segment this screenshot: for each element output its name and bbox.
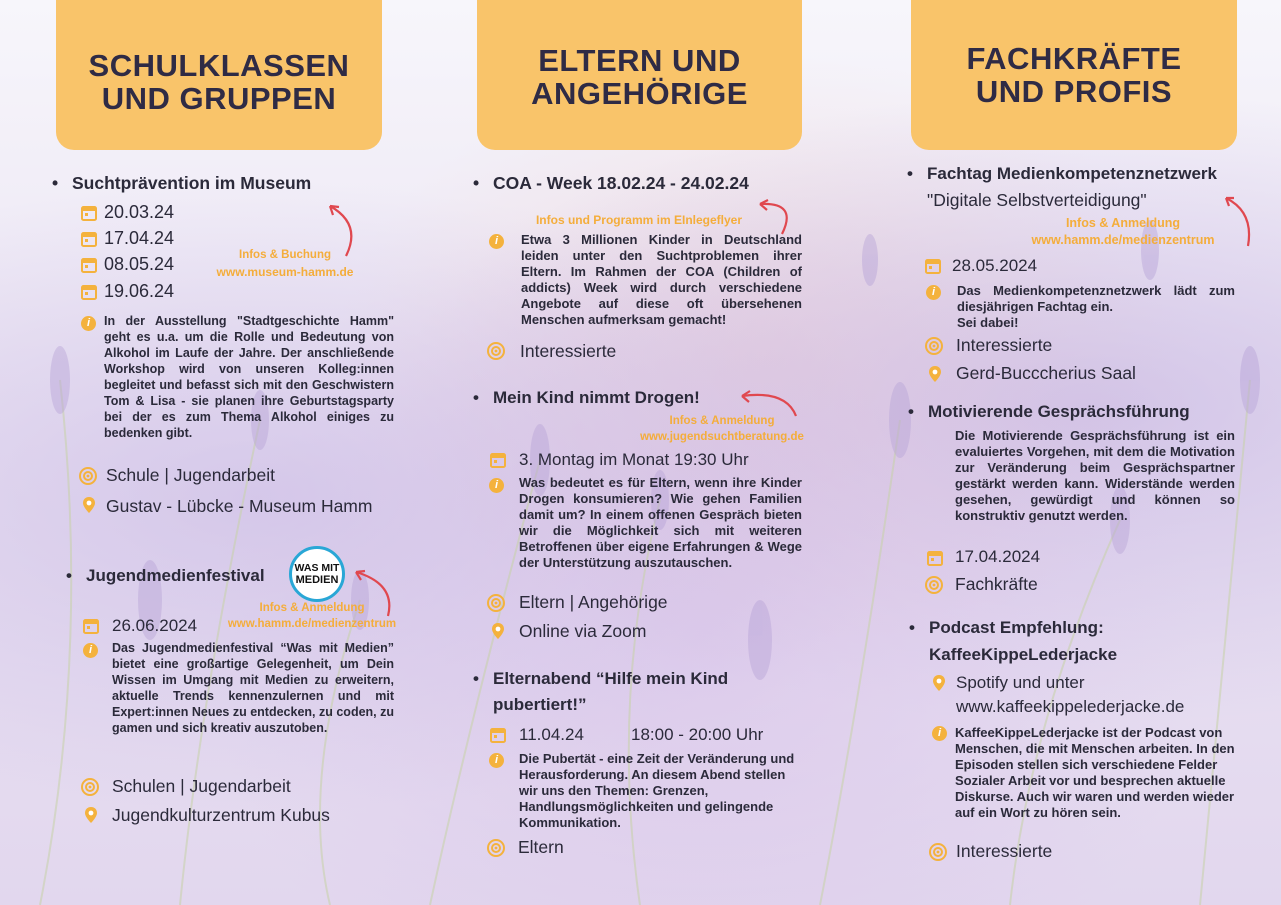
logo-line: MEDIEN	[295, 574, 339, 586]
target-icon	[486, 838, 506, 858]
header-eltern	[477, 0, 802, 150]
target-icon	[924, 336, 944, 356]
link-url[interactable]: www.hamm.de/medienzentrum	[1031, 233, 1215, 247]
arrow-icon	[754, 196, 796, 236]
arrow-icon	[322, 198, 362, 260]
location-pin-icon	[930, 674, 948, 692]
event-title	[493, 666, 728, 718]
header-line: ELTERN UND	[538, 43, 741, 78]
date: 17.04.2024	[955, 547, 1041, 566]
info-icon: i	[932, 726, 947, 741]
calendar-icon	[80, 256, 98, 274]
event-description: In der Ausstellung "Stadtgeschichte Hamm" geht es u.a. um die Rolle und Bedeutung von Alkohol im Laufe der Jahre. Der anschließende Workshop wird von unseren Kolleg:innen begleitet und befasst sich mit den Geschwistern Tom & Lisa - sie planen ihre Geburtstagsparty bei der es zum Thema Alkohol einiges zu bedenken gibt.	[104, 314, 394, 440]
info-icon: i	[489, 753, 504, 768]
event-description: Was bedeutet es für Eltern, wenn ihre Kinder Drogen konsumieren? Wie gehen Familien damit um? In einem offenen Gespräch bieten wir die Möglichkeit sich mit weiteren Betroffenen über eigene Erfahrungen & Wege der Unterstützung auszutauschen.	[519, 475, 802, 570]
title-line: KaffeeKippeLederjacke	[929, 645, 1118, 664]
calendar-icon	[924, 257, 942, 275]
info-icon: i	[81, 316, 96, 331]
audience: Eltern | Angehörige	[519, 592, 668, 612]
location: Gerd-Bucccherius Saal	[956, 363, 1136, 383]
arrow-icon	[1218, 192, 1254, 250]
audience: Schule | Jugendarbeit	[106, 465, 275, 485]
link-label: Infos & Buchung	[239, 249, 331, 261]
audience: Interessierte	[520, 341, 617, 361]
info-icon: i	[489, 234, 504, 249]
audience: Eltern	[518, 837, 564, 857]
header-line: SCHULKLASSEN	[88, 48, 350, 83]
audience: Interessierte	[956, 841, 1053, 861]
date: 19.06.24	[104, 281, 175, 301]
info-icon: i	[489, 478, 504, 493]
event-title: • Motivierende Gesprächsführung	[928, 402, 1190, 422]
link-label: Infos & Anmeldung	[259, 602, 365, 614]
date: 20.03.24	[104, 202, 175, 222]
info-link[interactable]: Infos und Programm im EInlegeflyer	[535, 213, 743, 227]
date: 08.05.24	[104, 254, 175, 274]
header-line: UND PROFIS	[975, 74, 1173, 109]
header-schulklassen	[56, 0, 382, 150]
calendar-icon	[80, 283, 98, 301]
logo-line: WAS MIT	[294, 562, 340, 574]
target-icon	[928, 842, 948, 862]
title-line: Podcast Empfehlung:	[929, 618, 1104, 637]
event-title: • Jugendmedienfestival	[86, 566, 265, 586]
was-mit-medien-logo	[289, 546, 345, 602]
header-fachkraefte	[911, 0, 1237, 150]
link-url[interactable]: www.museum-hamm.de	[216, 265, 354, 279]
event-description: Die Motivierende Gesprächsführung ist ein evaluiertes Vorgehen, mit dem die Motivation zur Veränderung beim Gesprächspartner gestärkt werden kann. Widerstände werden gesehen, gewürdigt und können so konstruktiv genutzt werden.	[955, 428, 1235, 523]
location-pin-icon	[489, 622, 507, 640]
podcast-link[interactable]: www.kaffeekippelederjacke.de	[956, 697, 1185, 716]
target-icon	[486, 341, 506, 361]
time: 18:00 - 20:00 Uhr	[631, 725, 764, 744]
link-label: Infos & Anmeldung	[1065, 216, 1181, 230]
title-line: Elternabend “Hilfe mein Kind	[493, 669, 729, 688]
info-link[interactable]	[220, 600, 404, 632]
location	[956, 671, 1184, 719]
event-description: KaffeeKippeLederjacke ist der Podcast von Menschen, die mit Menschen arbeiten. In den Episoden stellen sich verschiedene Felder Sozialer Arbeit vor und besprechen aktuelle Diskurse. Auch wir waren und werden wieder auf ein Wort zu hören sein.	[955, 725, 1235, 820]
event-title: • COA - Week 18.02.24 - 24.02.24	[493, 173, 749, 194]
date: 3. Montag im Monat 19:30 Uhr	[519, 450, 749, 469]
date: 11.04.24	[519, 725, 584, 744]
info-link[interactable]	[1006, 215, 1240, 249]
event-description: Etwa 3 Millionen Kinder in Deutschland leiden unter den Suchtproblemen ihrer Eltern. Im Rahmen der COA (Children of addicts) Week wird durch verschiedene Angebote auf diese oft übersehenen Menschen aufmerksam gemacht!	[521, 232, 802, 327]
calendar-icon	[489, 451, 507, 469]
event-title	[929, 614, 1117, 668]
location: Online via Zoom	[519, 621, 647, 641]
location: Gustav - Lübcke - Museum Hamm	[106, 496, 373, 516]
info-icon: i	[83, 643, 98, 658]
location-line: Spotify und unter	[956, 673, 1085, 692]
location-pin-icon	[926, 365, 944, 383]
link-url[interactable]: www.hamm.de/medienzentrum	[227, 618, 397, 630]
description-line: Sei dabei!	[957, 315, 1019, 330]
title-line: pubertiert!”	[493, 695, 587, 714]
calendar-icon	[82, 617, 100, 635]
event-description	[957, 283, 1235, 331]
audience: Interessierte	[956, 335, 1053, 355]
link-label: Infos & Anmeldung	[669, 415, 775, 427]
target-icon	[78, 466, 98, 486]
target-icon	[80, 777, 100, 797]
event-description: Die Pubertät - eine Zeit der Veränderung und Herausforderung. An diesem Abend stellen wir uns den Themen: Grenzen, Handlungsmöglichkeiten und gelingende Kommunikation.	[519, 751, 795, 830]
location-pin-icon	[80, 496, 98, 514]
event-title: • Suchtprävention im Museum	[72, 173, 311, 194]
header-line: ANGEHÖRIGE	[531, 76, 748, 111]
header-line: FACHKRÄFTE	[966, 41, 1182, 76]
calendar-icon	[80, 204, 98, 222]
calendar-icon	[489, 726, 507, 744]
date: 17.04.24	[104, 228, 175, 248]
event-description: Das Jugendmedienfestival “Was mit Medien” bietet eine großartige Gelegenheit, um Dein Wissen im Umgang mit Medien zu erweitern, aktuelle Trends kennenzulernen und mit Expert:innen Neues zu entdecken, zu coden, zu gamen und sich kreativ auszutoben.	[112, 641, 394, 735]
event-title: • Fachtag Medienkompetenznetzwerk	[927, 164, 1217, 184]
target-icon	[924, 575, 944, 595]
event-subtitle: "Digitale Selbstverteidigung"	[927, 190, 1147, 210]
calendar-icon	[926, 549, 944, 567]
location-pin-icon	[82, 806, 100, 824]
calendar-icon	[80, 230, 98, 248]
target-icon	[486, 593, 506, 613]
date: 26.06.2024	[112, 616, 198, 635]
header-line: UND GRUPPEN	[101, 81, 337, 116]
location: Jugendkulturzentrum Kubus	[112, 805, 330, 825]
event-title: • Mein Kind nimmt Drogen!	[493, 388, 700, 408]
date: 28.05.2024	[952, 256, 1038, 275]
info-link[interactable]	[622, 413, 822, 445]
audience: Schulen | Jugendarbeit	[112, 776, 291, 796]
link-url[interactable]: www.jugendsuchtberatung.de	[640, 431, 804, 443]
description-line: Das Medienkompetenznetzwerk lädt zum diesjährigen Fachtag ein.	[957, 283, 1235, 314]
info-icon: i	[926, 285, 941, 300]
audience: Fachkräfte	[955, 574, 1038, 594]
